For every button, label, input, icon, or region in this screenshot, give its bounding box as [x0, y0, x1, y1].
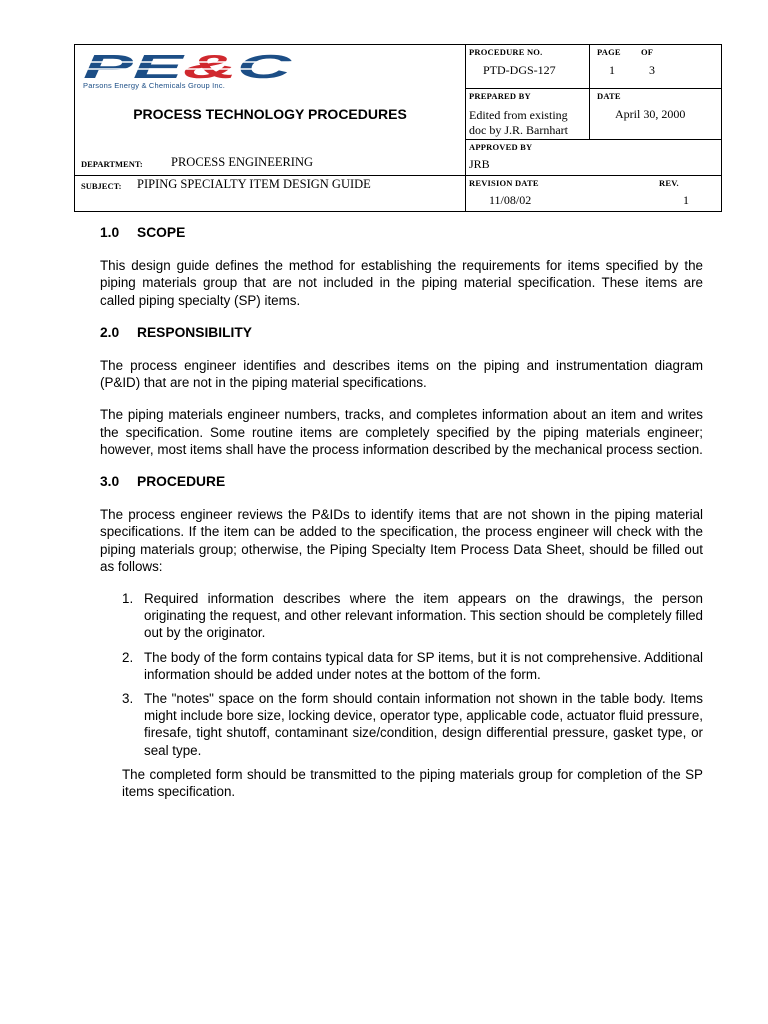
step-text: The "notes" space on the form should contain information not shown in the table body. Items might include bore size, locking device, operator type, applicable code, actuator fluid pressure, firesafe, tight shutoff, contaminant size/condition, design differential pressure, gasket type, or seal type. [144, 691, 704, 758]
list-item [100, 590, 703, 642]
logo-text: PE & C [83, 51, 261, 85]
list-item [100, 649, 703, 683]
of-value: 3 [649, 63, 655, 77]
step-number: 3. [122, 691, 134, 707]
section-title: RESPONSIBILITY [137, 324, 252, 340]
step-text: Required information describes where the item appears on the drawings, the person originating the request, and other relevant information. This section should be completely filled out by the originator. [144, 591, 703, 641]
department-label: DEPARTMENT: [81, 159, 143, 169]
date-value: April 30, 2000 [615, 107, 686, 121]
responsibility-paragraph: The process engineer identifies and describes items on the piping and instrumentation diagram (P&ID) that are not in the piping material specifications. [100, 358, 703, 391]
department-value: PROCESS ENGINEERING [171, 155, 314, 169]
company-name: Parsons Energy & Chemicals Group Inc. [83, 81, 226, 90]
procedure-no-value: PTD-DGS-127 [483, 63, 556, 77]
step-number: 2. [122, 649, 134, 665]
header-divider [465, 45, 466, 211]
header-rule [465, 88, 721, 89]
section-title: PROCEDURE [137, 474, 226, 490]
section-title: SCOPE [137, 225, 186, 240]
document-body [100, 224, 703, 800]
header-divider [589, 45, 590, 139]
section-number: 1.0 [100, 225, 120, 240]
list-item [100, 690, 703, 759]
subject-value: PIPING SPECIALTY ITEM DESIGN GUIDE [137, 177, 371, 191]
scope-paragraph: This design guide defines the method for establishing the requirements for items specified by the piping materials group that are not included in the piping material specification. These items are called piping specialty (SP) items. [100, 258, 703, 308]
approved-by-label: APPROVED BY [469, 142, 533, 152]
page-value: 1 [609, 63, 615, 77]
date-label: DATE [597, 91, 621, 101]
subject-label: SUBJECT: [81, 181, 122, 191]
section-heading-procedure [100, 473, 703, 490]
rev-value: 1 [683, 193, 689, 207]
header-rule [75, 175, 721, 176]
prepared-by-line2: doc by J.R. Barnhart [469, 123, 568, 137]
procedure-no-label: PROCEDURE NO. [469, 47, 543, 57]
revision-date-label: REVISION DATE [469, 178, 539, 188]
document-title: PROCESS TECHNOLOGY PROCEDURES [133, 106, 407, 122]
section-number: 2.0 [100, 324, 120, 340]
section-heading-responsibility [100, 324, 703, 341]
prepared-by-label: PREPARED BY [469, 91, 531, 101]
section-number: 3.0 [100, 474, 120, 490]
procedure-intro: The process engineer reviews the P&IDs to identify items that are not shown in the piping material specifications. If the item can be added to the specification, the process engineer will check with the piping materials group; otherwise, the Piping Specialty Item Process Data Sheet, should be filled out as follows: [100, 507, 703, 574]
rev-label: REV. [659, 178, 679, 188]
responsibility-paragraph: The piping materials engineer numbers, tracks, and completes information about an item and writes the specification. Some routine items are completely specified by the piping materials engineer; however, most items shall have the process information described by the mechanical process section. [100, 407, 703, 457]
header-rule [465, 139, 721, 140]
document-header [74, 44, 722, 212]
step-text: The body of the form contains typical data for SP items, but it is not comprehensive. Additional information should be added under notes at the bottom of the form. [144, 649, 703, 682]
section-heading-scope [100, 224, 703, 241]
step-number: 1. [122, 591, 134, 607]
page-label: PAGE [597, 47, 621, 57]
procedure-closing: The completed form should be transmitted to the piping materials group for completion of the SP items specification. [122, 766, 703, 800]
revision-date-value: 11/08/02 [489, 193, 532, 207]
of-label: OF [641, 47, 654, 57]
prepared-by-line1: Edited from existing [469, 108, 568, 122]
approved-by-value: JRB [469, 157, 490, 171]
procedure-steps [100, 590, 703, 759]
